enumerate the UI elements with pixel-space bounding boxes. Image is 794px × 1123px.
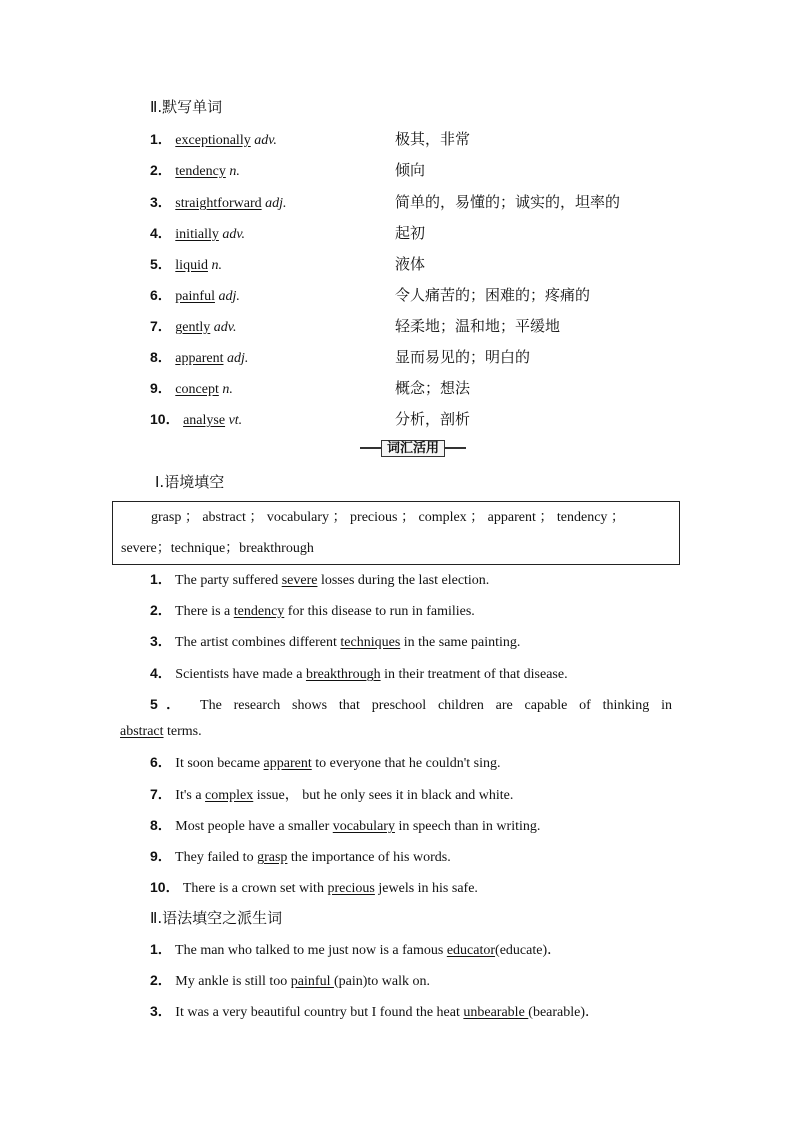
context-sentence: 7． It's a complex issue， but he only sees it in black and white. xyxy=(150,786,514,803)
derivative-sentence: 2． My ankle is still too painful (pain)to walk on. xyxy=(150,972,430,989)
answer-word: breakthrough xyxy=(305,667,381,682)
answer-word: initially xyxy=(175,227,219,242)
dictation-meaning: 概念；想法 xyxy=(395,379,471,397)
derivative-sentence: 3． It was a very beautiful country but I found the heat unbearable (bearable)． xyxy=(150,1003,600,1020)
answer-word: severe xyxy=(281,573,318,588)
answer-word: painful xyxy=(175,289,215,304)
answer-word: painful xyxy=(290,974,334,989)
answer-word: vocabulary xyxy=(332,819,395,834)
word-bank-box xyxy=(112,501,680,565)
answer-word: apparent xyxy=(175,351,224,366)
banner-rule-left xyxy=(360,447,381,449)
context-sentence: 4． Scientists have made a breakthrough in their treatment of that disease. xyxy=(150,665,568,682)
context-sentence: 3． The artist combines different techniques in the same painting. xyxy=(150,633,521,650)
answer-word: concept xyxy=(175,382,219,397)
dictation-item: 2． tendency n. xyxy=(150,162,240,179)
context-sentence: 2． There is a tendency for this disease to run in families. xyxy=(150,602,475,619)
context-sentence: 10． There is a crown set with precious jewels in his safe. xyxy=(150,879,478,896)
derivative-sentence: 1． The man who talked to me just now is a famous educator(educate)． xyxy=(150,941,562,958)
answer-word: liquid xyxy=(175,258,208,273)
answer-word: unbearable xyxy=(463,1005,529,1020)
dictation-meaning: 起初 xyxy=(395,224,426,242)
dictation-meaning: 倾向 xyxy=(395,161,426,179)
dictation-meaning: 液体 xyxy=(395,255,426,273)
context-sentence: 6． It soon became apparent to everyone that he couldn't sing. xyxy=(150,754,501,771)
banner-label: 词汇活用 xyxy=(381,440,445,457)
dictation-item: 10． analyse vt. xyxy=(150,411,243,428)
answer-word: abstract xyxy=(120,724,164,739)
answer-word: grasp xyxy=(257,850,288,865)
dictation-item: 4． initially adv. xyxy=(150,225,246,242)
answer-word: gently xyxy=(175,320,211,335)
dictation-meaning: 分析，剖析 xyxy=(395,410,471,428)
dictation-meaning: 显而易见的；明白的 xyxy=(395,348,531,366)
answer-word: straightforward xyxy=(175,196,262,211)
answer-word: analyse xyxy=(183,413,226,428)
dictation-item: 5． liquid n. xyxy=(150,256,222,273)
section-banner xyxy=(360,438,466,458)
dictation-meaning: 简单的，易懂的；诚实的，坦率的 xyxy=(395,193,621,211)
answer-word: techniques xyxy=(340,635,401,650)
answer-word: tendency xyxy=(233,604,285,619)
answer-word: tendency xyxy=(175,164,226,179)
derivative-heading: Ⅱ.语法填空之派生词 xyxy=(150,909,283,927)
answer-word: apparent xyxy=(263,756,312,771)
word-bank-line: severe；technique；breakthrough xyxy=(121,541,314,556)
answer-word: exceptionally xyxy=(175,133,251,148)
answer-word: complex xyxy=(205,788,254,803)
context-sentence: 9． They failed to grasp the importance of his words. xyxy=(150,848,451,865)
answer-word: precious xyxy=(327,881,375,896)
dictation-heading: Ⅱ.默写单词 xyxy=(150,98,223,116)
dictation-item: 8． apparent adj. xyxy=(150,349,249,366)
banner-rule-right xyxy=(445,447,466,449)
dictation-item: 3． straightforward adj. xyxy=(150,194,287,211)
word-bank-line: grasp ； abstract ； vocabulary ； precious ； complex ； apparent ； tendency ； xyxy=(151,510,625,525)
context-sentence: 1． The party suffered severe losses during the last election. xyxy=(150,571,490,588)
dictation-item: 9． concept n. xyxy=(150,380,233,397)
context-sentence: 5． The research shows that preschool children are capable of thinking in xyxy=(150,696,672,713)
answer-word: educator xyxy=(446,943,496,958)
dictation-meaning: 轻柔地；温和地；平缓地 xyxy=(395,317,561,335)
dictation-item: 1． exceptionally adv. xyxy=(150,131,277,148)
context-sentence: 8． Most people have a smaller vocabulary in speech than in writing. xyxy=(150,817,541,834)
context-sentence-continued: abstract terms. xyxy=(120,724,202,739)
context-heading: Ⅰ.语境填空 xyxy=(155,473,225,491)
dictation-item: 7． gently adv. xyxy=(150,318,237,335)
dictation-meaning: 极其，非常 xyxy=(395,130,471,148)
dictation-item: 6． painful adj. xyxy=(150,287,240,304)
dictation-meaning: 令人痛苦的；困难的；疼痛的 xyxy=(395,286,591,304)
